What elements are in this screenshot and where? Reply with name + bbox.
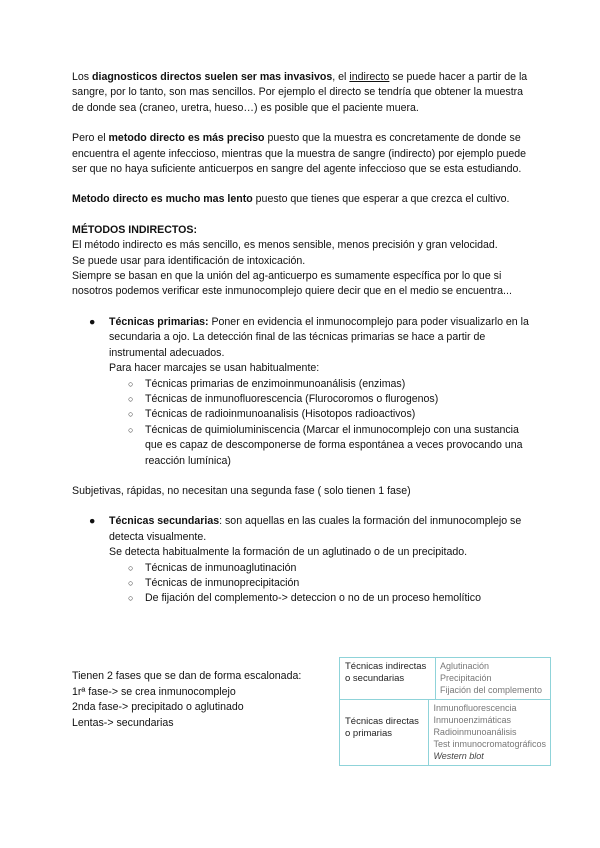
secundarias-line-2: Se detecta habitualmente la formación de un aglutinado o de un precipitado. (109, 546, 468, 559)
indirectos-line-2: Se puede usar para identificación de intoxicación. (72, 254, 306, 267)
bullet-primarias (72, 315, 534, 361)
table-item-italic: Western blot (433, 750, 484, 761)
bold-text: Técnicas primarias: (109, 315, 209, 328)
sub-bullet: ○ (128, 378, 134, 389)
table-row-items (436, 658, 550, 699)
document-body (72, 70, 534, 607)
paragraph-invasivos (72, 70, 534, 116)
bold-text: diagnosticos directos suelen ser mas invasivos (92, 71, 333, 83)
table-row-label: Técnicas directas o primarias (340, 700, 429, 765)
sub-item (72, 576, 534, 591)
table-item: Inmunofluorescencia (433, 703, 517, 714)
text: Poner en evidencia el inmunocomplejo para poder visualizarlo en la secundaria a ojo. La detección final de las técnicas primarias se hace a partir de instrumental adecuados. (109, 315, 529, 359)
fases-line-1: Tienen 2 fases que se dan de forma escalonada: (72, 670, 302, 682)
text: Técnicas de inmunoprecipitación (145, 576, 300, 589)
text: Técnicas de quimioluminiscencia (Marcar el inmunocomplejo con una sustancia que es capaz de descomponerse de forma espontánea a veces provocando una reacción lumínica) (145, 423, 523, 467)
table-row (340, 658, 550, 699)
text: se puede hacer a partir de la sangre, por lo tanto, son mas sencillos. Por ejemplo el directo se tendría que obtener la muestra de donde sea (craneo, uretra, hueso…) es posible que el paciente muera. (72, 71, 528, 114)
text: puesto que la muestra es concretamente de donde se encuentra el agente infeccioso, mientras que la muestra de sangre (indirecto) por ejemplo puede ser que no haya suficiente anticuerpos en sangre del agente infeccioso que se esta estudiando. (72, 132, 527, 176)
table-row (340, 699, 550, 765)
sub-bullet: ○ (128, 424, 134, 435)
indirectos-line-3: Siempre se basan en que la unión del ag-anticuerpo es sumamente específica por lo que si nosotros podemos verificar este inmunocomplejo quiere decir que en el medio se encuentra... (72, 270, 512, 298)
sub-bullet: ○ (128, 562, 134, 573)
bold-text: Metodo directo es mucho mas lento (72, 193, 253, 206)
table-item: Precipitación (440, 672, 492, 683)
fases-block (72, 669, 332, 731)
table-item: Inmunoenzimáticas (433, 715, 511, 726)
bullet-dot: ● (89, 315, 96, 328)
text: , el (332, 71, 350, 83)
text: Técnicas de radioinmunoanalisis (Hisotopos radioactivos) (145, 408, 416, 421)
bold-text: metodo directo es más preciso (108, 132, 265, 145)
table-item: Aglutinación (440, 661, 490, 671)
text: Los (72, 71, 93, 83)
bullet-dot: ● (89, 515, 96, 528)
sub-item (72, 377, 534, 392)
paragraph-preciso (72, 131, 534, 177)
sub-bullet: ○ (128, 577, 134, 588)
table-row-label: Técnicas indirectas o secundarias (340, 658, 436, 699)
text: Técnicas primarias de enzimoinmunoanálisis (enzimas) (145, 377, 406, 390)
indirectos-line-1: El método indirecto es más sencillo, es menos sensible, menos precisión y gran velocidad. (72, 239, 498, 252)
fases-line-4: Lentas-> secundarias (72, 716, 174, 729)
fases-line-3: 2nda fase-> precipitado o aglutinado (72, 701, 244, 714)
sub-bullet: ○ (128, 593, 134, 604)
sub-item (72, 407, 534, 422)
marcajes-line: Para hacer marcajes se usan habitualmente: (109, 362, 320, 375)
paragraph-lento (72, 192, 534, 207)
table-item: Radioinmunoanálisis (433, 726, 517, 737)
bullet-secundarias (72, 514, 534, 545)
underlined-text: indirecto (349, 71, 390, 83)
heading-text: MÉTODOS INDIRECTOS: (72, 223, 197, 236)
sub-bullet: ○ (128, 409, 134, 420)
sub-bullet: ○ (128, 393, 134, 404)
text: puesto que tienes que esperar a que crezca el cultivo. (252, 193, 510, 206)
table-item: Fijación del complemento (440, 684, 543, 695)
fases-line-2: 1rª fase-> se crea inmunocomplejo (72, 685, 236, 698)
text: : son aquellas en las cuales la formación del inmunocomplejo se detecta visualmente. (109, 515, 522, 543)
sub-item (72, 561, 534, 576)
text: Técnicas de inmunoaglutinación (145, 561, 297, 574)
text: De fijación del complemento-> deteccion o no de un proceso hemolítico (145, 592, 481, 605)
table-item: Test inmunocromatográficos (433, 738, 546, 749)
table-row-items (429, 700, 550, 765)
subjetivas-line: Subjetivas, rápidas, no necesitan una segunda fase ( solo tienen 1 fase) (72, 484, 411, 497)
techniques-table (339, 657, 551, 766)
bold-text: Técnicas secundarias (109, 515, 220, 528)
text: Pero el (72, 132, 109, 145)
text: Técnicas de inmunofluorescencia (Flurocoromos o flurogenos) (145, 392, 439, 405)
sub-item (72, 392, 534, 407)
section-heading-indirectos (72, 223, 534, 238)
sub-item (72, 423, 534, 469)
sub-item (72, 591, 534, 606)
